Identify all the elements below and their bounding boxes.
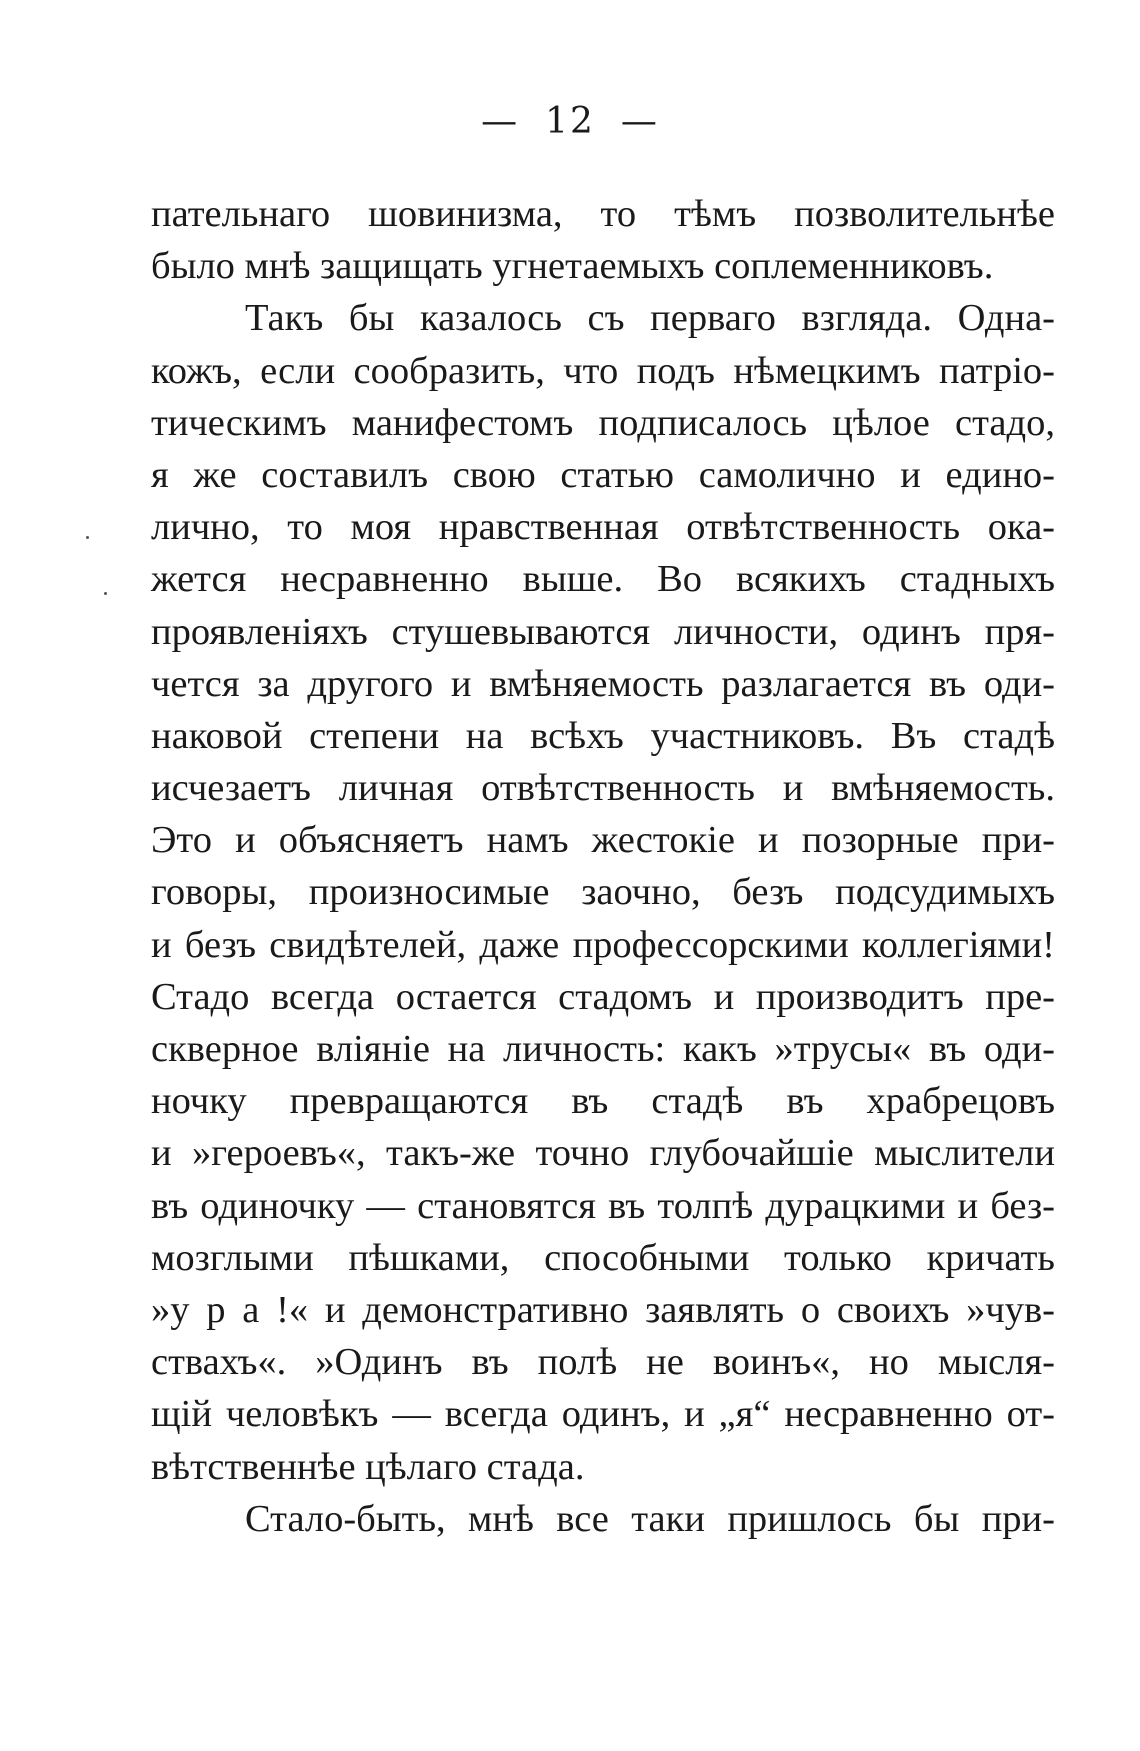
text-line: пательнаго шовинизма, то тѣмъ позволительнѣе [151, 193, 1055, 235]
text-line: и »героевъ«, такъ-же точно глубочайшіе мыслители [151, 1132, 1055, 1175]
text-line: Такъ бы казалось съ перваго взгляда. Одна- [245, 297, 1055, 340]
page-number: 12 [545, 101, 595, 142]
text-line: жется несравненно выше. Во всякихъ стадныхъ [151, 558, 1055, 601]
header-dash-left: — [481, 101, 520, 142]
page-header [0, 96, 1140, 148]
body-text [151, 188, 1055, 1545]
text-line: исчезаетъ личная отвѣтственность и вмѣняемость. [151, 767, 1055, 810]
text-line: Стадо всегда остается стадомъ и производитъ пре- [151, 975, 1055, 1018]
text-line: кожъ, если сообразить, что подъ нѣмецкимъ патріо- [151, 349, 1055, 392]
text-line: и безъ свидѣтелей, даже профессорскими коллегіями! [151, 923, 1055, 966]
text-line: было мнѣ защищать угнетаемыхъ соплеменниковъ. [151, 245, 994, 288]
text-line: ночку превращаются въ стадѣ въ храбрецовъ [151, 1080, 1055, 1123]
text-line: »у р а !« и демонстративно заявлять о своихъ »чув- [151, 1288, 1055, 1331]
scan-speck [86, 536, 89, 539]
text-line: тическимъ манифестомъ подписалось цѣлое стадо, [151, 401, 1055, 444]
text-line: проявленіяхъ стушевываются личности, одинъ пря- [151, 610, 1055, 653]
text-line: чется за другого и вмѣняемость разлагается въ оди- [151, 662, 1055, 705]
text-line: Это и объясняетъ намъ жестокіе и позорные при- [151, 819, 1055, 862]
text-line: я же составилъ свою статью самолично и едино- [151, 453, 1055, 496]
text-line: говоры, произносимые заочно, безъ подсудимыхъ [151, 871, 1055, 914]
header-dash-right: — [620, 101, 659, 142]
text-line: щій человѣкъ — всегда одинъ, и „я“ несравненно от- [151, 1393, 1055, 1436]
text-line: мозглыми пѣшками, способными только кричать [151, 1236, 1055, 1279]
text-line: лично, то моя нравственная отвѣтственность ока- [151, 506, 1055, 549]
text-line: Стало-быть, мнѣ все таки пришлось бы при- [245, 1497, 1055, 1540]
text-line: наковой степени на всѣхъ участниковъ. Въ стадѣ [151, 714, 1055, 757]
text-line: вѣтственнѣе цѣлаго стада. [151, 1445, 585, 1488]
text-line: скверное вліяніе на личность: какъ »трусы« въ оди- [151, 1028, 1055, 1070]
text-line: въ одиночку — становятся въ толпѣ дурацкими и без- [151, 1184, 1055, 1227]
scan-speck [104, 592, 107, 595]
text-line: ствахъ«. »Одинъ въ полѣ не воинъ«, но мысля- [151, 1341, 1055, 1384]
